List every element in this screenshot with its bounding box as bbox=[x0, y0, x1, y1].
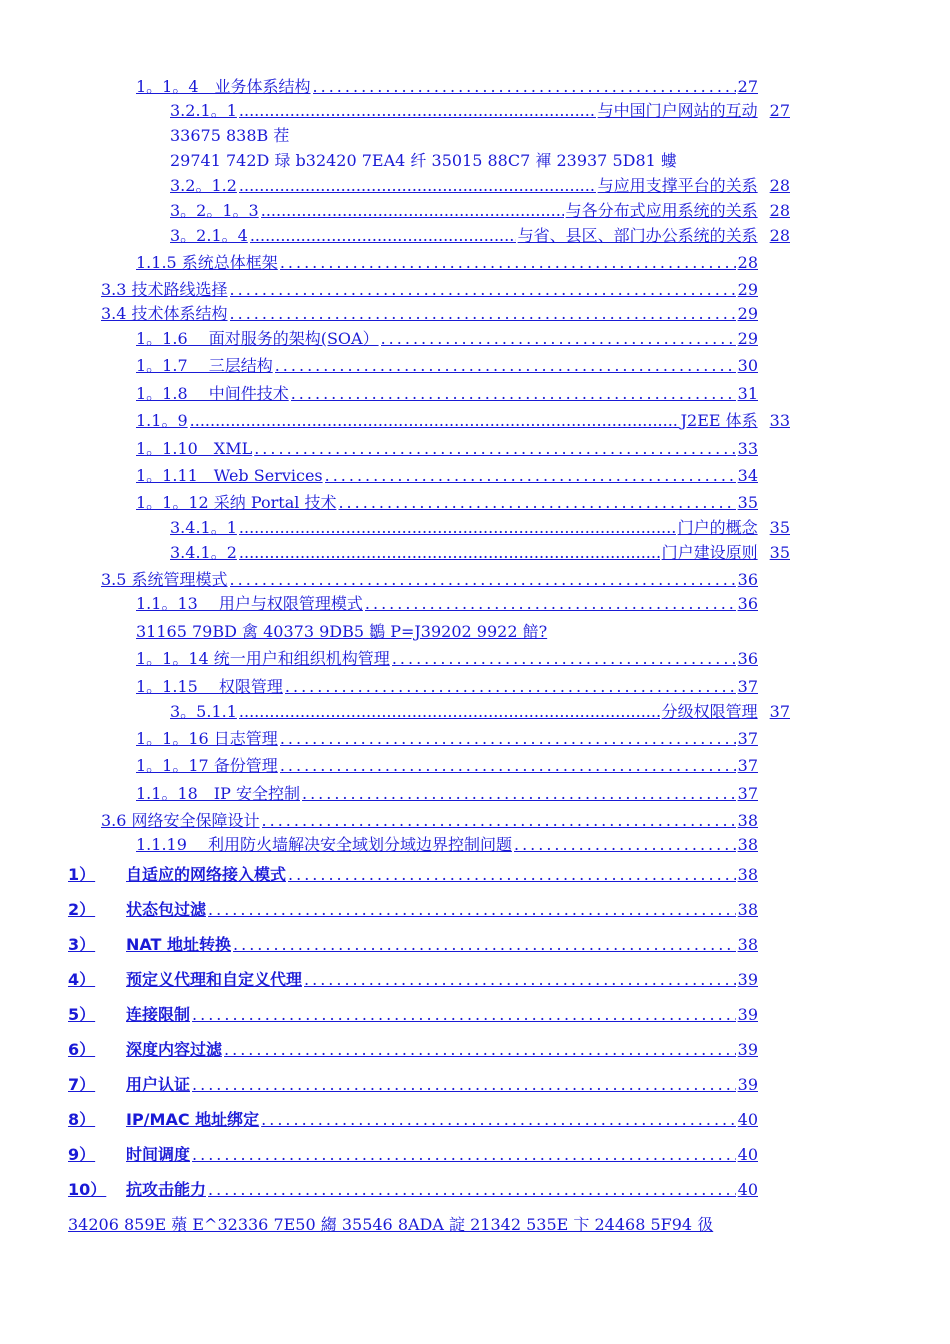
toc-leader bbox=[365, 593, 736, 615]
toc-entry[interactable] bbox=[68, 864, 758, 886]
toc-entry[interactable] bbox=[68, 899, 758, 921]
toc-entry-label: 1。1.10 XML bbox=[136, 439, 253, 458]
toc-entry-label: 1。1.7 三层结构 bbox=[136, 356, 273, 375]
toc-entry-label: 3。2。1。3 bbox=[170, 201, 259, 220]
toc-leader bbox=[250, 225, 516, 247]
toc-leader bbox=[262, 810, 736, 832]
toc-page-number: 37 bbox=[737, 756, 758, 775]
toc-entry[interactable] bbox=[170, 517, 790, 539]
toc-page-number: 35 bbox=[769, 543, 790, 562]
toc-entry-label: 1。1。12 采纳 Portal 技术 bbox=[136, 493, 337, 512]
toc-leader bbox=[304, 969, 736, 991]
toc-entry-label: IP/MAC 地址绑定 bbox=[126, 1110, 260, 1129]
toc-entry-number: 10） bbox=[68, 1180, 107, 1199]
toc-page-number: 30 bbox=[737, 356, 758, 375]
toc-entry[interactable] bbox=[136, 252, 758, 274]
toc-leader bbox=[313, 76, 736, 98]
toc-entry-label: 1.1。13 用户与权限管理模式 bbox=[136, 594, 363, 613]
toc-entry[interactable] bbox=[68, 1004, 758, 1026]
toc-leader bbox=[230, 569, 736, 591]
toc-leader bbox=[239, 542, 660, 564]
toc-entry[interactable] bbox=[170, 701, 790, 723]
toc-entry-label: 1.1.5 系统总体框架 bbox=[136, 253, 278, 272]
toc-leader bbox=[224, 1039, 736, 1061]
toc-entry[interactable] bbox=[136, 834, 758, 856]
toc-entry[interactable] bbox=[101, 810, 758, 832]
toc-page-number: 37 bbox=[769, 702, 790, 721]
toc-entry-label: 1.1。9 bbox=[136, 411, 188, 430]
toc-entry-label: 3.6 网络安全保障设计 bbox=[101, 811, 260, 830]
toc-leader bbox=[280, 252, 736, 274]
toc-entry-label: 连接限制 bbox=[126, 1005, 191, 1024]
toc-entry[interactable] bbox=[136, 648, 758, 670]
toc-entry-label: 预定义代理和自定义代理 bbox=[126, 970, 303, 989]
toc-entry[interactable] bbox=[136, 492, 758, 514]
toc-leader bbox=[392, 648, 736, 670]
toc-entry-number: 2） bbox=[68, 900, 96, 919]
toc-entry-label: 3。2.1。4 bbox=[170, 226, 248, 245]
toc-page-number: 39 bbox=[737, 1005, 758, 1024]
toc-page-number: 38 bbox=[737, 935, 758, 954]
toc-page-number: 38 bbox=[737, 835, 758, 854]
toc-entry[interactable] bbox=[101, 569, 758, 591]
toc-entry-label: 3.4 技术体系结构 bbox=[101, 304, 228, 323]
toc-leader bbox=[239, 517, 676, 539]
toc-entry[interactable] bbox=[68, 969, 758, 991]
toc-entry[interactable] bbox=[170, 100, 790, 122]
toc-leader bbox=[192, 1004, 736, 1026]
toc-entry-label: 1。1.11 Web Services bbox=[136, 466, 323, 485]
toc-leader bbox=[285, 676, 736, 698]
toc-leader bbox=[192, 1074, 736, 1096]
toc-entry-label: 1。1。16 日志管理 bbox=[136, 729, 278, 748]
toc-leader bbox=[192, 1144, 736, 1166]
toc-leader bbox=[233, 934, 736, 956]
toc-entry[interactable] bbox=[170, 175, 790, 197]
toc-entry-label: 3.4.1。2 bbox=[170, 543, 237, 562]
toc-entry[interactable] bbox=[136, 593, 758, 615]
toc-entry[interactable] bbox=[170, 542, 790, 564]
toc-leader bbox=[208, 1179, 736, 1201]
toc-page-number: 35 bbox=[769, 518, 790, 537]
toc-entry-label: 3.5 系统管理模式 bbox=[101, 570, 228, 589]
toc-page-number: 38 bbox=[737, 811, 758, 830]
toc-entry[interactable] bbox=[136, 465, 758, 487]
toc-entry-label: 1。1.15 权限管理 bbox=[136, 677, 283, 696]
toc-entry-label: 1。1。14 统一用户和组织机构管理 bbox=[136, 649, 390, 668]
toc-page-title: 门户的概念 bbox=[677, 518, 758, 537]
garbled-text: 33675 838B 茬 bbox=[170, 126, 290, 145]
toc-entry-label: 用户认证 bbox=[126, 1075, 191, 1094]
toc-entry[interactable] bbox=[136, 355, 758, 377]
toc-entry-label: 1。1.8 中间件技术 bbox=[136, 384, 289, 403]
toc-leader bbox=[338, 492, 735, 514]
toc-entry[interactable] bbox=[136, 76, 758, 98]
toc-entry-label: 3。5.1.1 bbox=[170, 702, 237, 721]
toc-leader bbox=[280, 728, 736, 750]
toc-page-number: 29 bbox=[737, 304, 758, 323]
toc-entry[interactable] bbox=[68, 1179, 758, 1201]
garbled-text: 29741 742D 琭 b32420 7EA4 纤 35015 88C7 褌 23937 5D81 螻 bbox=[170, 151, 677, 170]
toc-page-number: 38 bbox=[737, 900, 758, 919]
toc-page-title: 分级权限管理 bbox=[661, 702, 758, 721]
toc-entry-label: NAT 地址转换 bbox=[126, 935, 232, 954]
toc-page-number: 39 bbox=[737, 1075, 758, 1094]
toc-page-number: 36 bbox=[737, 649, 758, 668]
toc-page-number: 29 bbox=[737, 329, 758, 348]
toc-entry-number: 5） bbox=[68, 1005, 96, 1024]
toc-entry[interactable] bbox=[170, 200, 790, 222]
toc-page-number: 40 bbox=[737, 1110, 758, 1129]
toc-page-number: 39 bbox=[737, 1040, 758, 1059]
toc-entry-label: 深度内容过滤 bbox=[126, 1040, 223, 1059]
toc-entry-label: 1。1.6 面对服务的架构(SOA） bbox=[136, 329, 379, 348]
toc-page-title: 与应用支撑平台的关系 bbox=[597, 176, 758, 195]
toc-page-number: 34 bbox=[737, 466, 758, 485]
toc-page-number: 28 bbox=[769, 201, 790, 220]
toc-entry-label: 3.2。1.2 bbox=[170, 176, 237, 195]
toc-entry-label: 1.1。18 IP 安全控制 bbox=[136, 784, 300, 803]
toc-entry[interactable] bbox=[68, 1109, 758, 1131]
toc-leader bbox=[230, 303, 736, 325]
toc-entry-label: 3.4.1。1 bbox=[170, 518, 237, 537]
toc-page-number: 27 bbox=[737, 77, 758, 96]
toc-leader bbox=[275, 355, 736, 377]
toc-page-number: 40 bbox=[737, 1180, 758, 1199]
toc-leader bbox=[230, 279, 736, 301]
toc-entry-label: 时间调度 bbox=[126, 1145, 191, 1164]
toc-page-title: 门户建设原则 bbox=[661, 543, 758, 562]
toc-leader bbox=[261, 1109, 735, 1131]
toc-page-number: 28 bbox=[769, 176, 790, 195]
toc-page-number: 31 bbox=[737, 384, 758, 403]
toc-entry[interactable] bbox=[68, 1074, 758, 1096]
toc-page-number: 36 bbox=[737, 594, 758, 613]
toc-leader bbox=[261, 200, 564, 222]
toc-leader bbox=[325, 465, 736, 487]
garbled-text: 31165 79BD 禽 40373 9DB5 鶵 P=J39202 9922 餢? bbox=[136, 622, 548, 641]
toc-entry-label: 3.2.1。1 bbox=[170, 101, 237, 120]
toc-entry-label: 1。1。4 业务体系结构 bbox=[136, 77, 311, 96]
toc-leader bbox=[514, 834, 736, 856]
toc-leader bbox=[381, 328, 736, 350]
toc-page-number: 33 bbox=[737, 439, 758, 458]
toc-leader bbox=[239, 100, 596, 122]
garbled-text: 34206 859E 薞 E^32336 7E50 縐 35546 8ADA 諚 21342 535E 卞 24468 5F94 彶 bbox=[68, 1215, 714, 1234]
toc-entry-number: 8） bbox=[68, 1110, 96, 1129]
toc-entry[interactable] bbox=[136, 676, 758, 698]
toc-entry-label: 抗攻击能力 bbox=[126, 1180, 207, 1199]
toc-entry-label: 1.1.19 利用防火墙解决安全域划分域边界控制问题 bbox=[136, 835, 512, 854]
toc-entry-number: 9） bbox=[68, 1145, 96, 1164]
toc-page-number: 36 bbox=[737, 570, 758, 589]
toc-leader bbox=[302, 783, 736, 805]
toc-entry[interactable] bbox=[68, 1144, 758, 1166]
toc-entry-number: 7） bbox=[68, 1075, 96, 1094]
toc-entry-label: 1。1。17 备份管理 bbox=[136, 756, 278, 775]
toc-entry[interactable] bbox=[136, 383, 758, 405]
toc-leader bbox=[288, 864, 736, 886]
toc-page-number: 35 bbox=[737, 493, 758, 512]
toc-leader bbox=[239, 701, 660, 723]
toc-entry[interactable] bbox=[101, 303, 758, 325]
toc-page-number: 37 bbox=[737, 677, 758, 696]
toc-entry[interactable] bbox=[136, 410, 790, 432]
toc-page-number: 28 bbox=[737, 253, 758, 272]
toc-entry-number: 6） bbox=[68, 1040, 96, 1059]
toc-page-number: 27 bbox=[769, 101, 790, 120]
toc-entry-label: 3.3 技术路线选择 bbox=[101, 280, 228, 299]
toc-entry[interactable] bbox=[68, 934, 758, 956]
toc-leader bbox=[190, 410, 679, 432]
toc-page-number: 29 bbox=[737, 280, 758, 299]
toc-page-number: 37 bbox=[737, 784, 758, 803]
toc-leader bbox=[254, 438, 735, 460]
toc-leader bbox=[291, 383, 736, 405]
toc-page-number: 40 bbox=[737, 1145, 758, 1164]
toc-page-number: 33 bbox=[769, 411, 790, 430]
toc-entry[interactable] bbox=[136, 328, 758, 350]
toc-page-number: 38 bbox=[737, 865, 758, 884]
toc-page-title: J2EE 体系 bbox=[680, 411, 758, 430]
toc-entry-label: 状态包过滤 bbox=[126, 900, 207, 919]
toc-entry[interactable] bbox=[136, 783, 758, 805]
toc-page-number: 39 bbox=[737, 970, 758, 989]
toc-entry[interactable] bbox=[136, 438, 758, 460]
toc-entry[interactable] bbox=[136, 755, 758, 777]
toc-entry-number: 1） bbox=[68, 865, 96, 884]
toc-page-title: 与中国门户网站的互动 bbox=[597, 101, 758, 120]
toc-leader bbox=[239, 175, 596, 197]
toc-page-title: 与各分布式应用系统的关系 bbox=[565, 201, 758, 220]
toc-entry[interactable] bbox=[136, 728, 758, 750]
toc-entry-label: 自适应的网络接入模式 bbox=[126, 865, 287, 884]
toc-entry[interactable] bbox=[68, 1039, 758, 1061]
toc-leader bbox=[208, 899, 736, 921]
toc-leader bbox=[280, 755, 736, 777]
toc-page-title: 与省、县区、部门办公系统的关系 bbox=[517, 226, 758, 245]
toc-entry[interactable] bbox=[101, 279, 758, 301]
toc-page-number: 28 bbox=[769, 226, 790, 245]
toc-entry[interactable] bbox=[170, 225, 790, 247]
toc-entry-number: 4） bbox=[68, 970, 96, 989]
toc-page-number: 37 bbox=[737, 729, 758, 748]
toc-entry-number: 3） bbox=[68, 935, 96, 954]
